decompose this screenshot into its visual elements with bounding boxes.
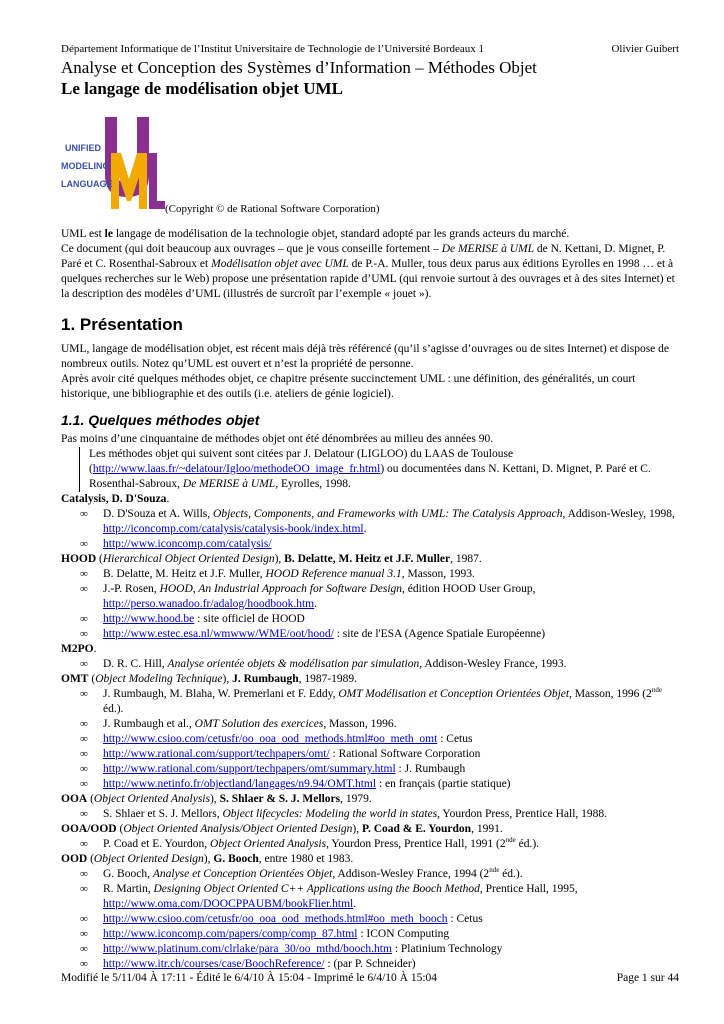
section-1-1-paragraph: Pas moins d’une cinquantaine de méthodes objet ont été dénombrées au milieu des années 90.	[61, 433, 494, 445]
catalysis-book-link[interactable]: http://iconcomp.com/catalysis/catalysis-book/index.html	[103, 523, 364, 535]
page-header	[61, 42, 679, 56]
logo-row	[61, 113, 679, 213]
hood-official-link[interactable]: http://www.hood.be	[103, 613, 195, 625]
bullet-icon: ∞	[80, 718, 88, 730]
logo-text-2: MODELING	[61, 161, 110, 171]
laas-link[interactable]: http://www.laas.fr/~delatour/Igloo/methodeOO_image_fr.html	[92, 463, 381, 475]
section-1-heading: 1. Présentation	[61, 315, 183, 334]
list-item: ∞ http://www.netinfo.fr/objectland/langages/n9.94/OMT.html : en français (partie statique)	[80, 778, 511, 790]
bullet-icon: ∞	[80, 943, 88, 955]
section-1-paragraph-2: Après avoir cité quelques méthodes objet, ce chapitre présente succinctement UML : une définition, des généralités, un court historique, une bibliographie et des outils (i.e. ateliers de génie logiciel).	[61, 373, 636, 400]
intro	[61, 227, 679, 302]
list-item	[61, 537, 679, 552]
omt-refs	[61, 687, 679, 792]
page-number: Page 1 sur 44	[616, 972, 679, 984]
method-ooa: OOA (Object Oriented Analysis), S. Shlaer & S. J. Mellors, 1979.	[61, 793, 372, 805]
list-item: ∞ J. Rumbaugh et al., OMT Solution des exercices, Masson, 1996.	[80, 718, 397, 730]
bullet-icon: ∞	[80, 688, 88, 700]
header-institution: Département Informatique de l’Institut Universitaire de Technologie de l’Université Bordeaux 1	[61, 43, 485, 55]
list-item: ∞ D. D'Souza et A. Wills, Objects, Components, and Frameworks with UML: The Catalysis Approach, Addison-Wesley, 1998, http://iconcomp.com/catalysis/catalysis-book/index.html.	[80, 508, 675, 535]
logo-text-3: LANGUAGE	[61, 179, 113, 189]
esa-hood-link[interactable]: http://www.estec.esa.nl/wmwww/WME/oot/hood/	[103, 628, 334, 640]
document-page	[61, 42, 679, 972]
bullet-icon: ∞	[80, 958, 88, 970]
list-item: ∞ http://www.rational.com/support/techpapers/omt/summary.html : J. Rumbaugh	[80, 763, 466, 775]
rational-omt-summary-link[interactable]: http://www.rational.com/support/techpapers/omt/summary.html	[103, 763, 396, 775]
page-footer	[61, 971, 679, 986]
ood-refs	[61, 867, 679, 972]
bullet-icon: ∞	[80, 583, 88, 595]
platinum-booch-link[interactable]: http://www.platinum.com/clrlake/para_30/oo_mthd/booch.htm	[103, 943, 392, 955]
intro-paragraph-1: UML est le langage de modélisation de la technologie objet, standard adopté par les grands acteurs du marché.	[61, 228, 570, 240]
bullet-icon: ∞	[80, 613, 88, 625]
header-author: Olivier Guibert	[611, 43, 679, 55]
cetus-omt-link[interactable]: http://www.csioo.com/cetusfr/oo_ooa_ood_methods.html#oo_meth_omt	[103, 733, 438, 745]
logo-text-1: UNIFIED	[65, 143, 101, 153]
course-title: Analyse et Conception des Systèmes d’Information – Méthodes Objet	[61, 58, 537, 77]
list-item: ∞ G. Booch, Analyse et Conception Orientées Objet, Addison-Wesley France, 1994 (2nde éd.).	[80, 866, 523, 880]
bullet-icon: ∞	[80, 568, 88, 580]
list-item: ∞ J.-P. Rosen, HOOD, An Industrial Approach for Software Design, édition HOOD User Group, http://perso.wanadoo.fr/adalog/hoodbook.htm.	[80, 583, 536, 610]
method-ood: OOD (Object Oriented Design), G. Booch, entre 1980 et 1983.	[61, 853, 354, 865]
bullet-icon: ∞	[80, 733, 88, 745]
method-hood: HOOD (Hierarchical Object Oriented Design), B. Delatte, M. Heitz et J.F. Muller, 1987.	[61, 553, 482, 565]
sources-quote: Les méthodes objet qui suivent sont citées par J. Delatour (LIGLOO) du LAAS de Toulouse (http://www.laas.fr/~delatour/Igloo/methodeOO_image_fr.html) ou documentées dans N. Kettani, D. Mignet, P. Paré et C. Rosenthal-Sabroux, De MERISE à UML, Eyrolles, 1998.	[79, 447, 679, 492]
netinfo-omt-link[interactable]: http://www.netinfo.fr/objectland/langages/n9.94/OMT.html	[103, 778, 377, 790]
iconcomp-booch-link[interactable]: http://www.iconcomp.com/papers/comp/comp_87.html	[103, 928, 358, 940]
section-1-paragraph-1: UML, langage de modélisation objet, est récent mais déjà très référencé (qu’il s’agisse d’ouvrages ou de sites Internet) et dispose de nombreux outils. Notez qu’UML est ouvert et n’est la propriété de personne.	[61, 343, 670, 370]
method-omt: OMT (Object Modeling Technique), J. Rumbaugh, 1987-1989.	[61, 673, 358, 685]
bullet-icon: ∞	[80, 868, 88, 880]
document-title: Le langage de modélisation objet UML	[61, 79, 343, 98]
copyright-notice: (Copyright © de Rational Software Corporation)	[165, 203, 380, 215]
bullet-icon: ∞	[80, 928, 88, 940]
intro-paragraph-2: Ce document (qui doit beaucoup aux ouvrages – que je vous conseille fortement – De MERISE à UML de N. Kettani, D. Mignet, P. Paré et C. Rosenthal-Sabroux et Modélisation objet avec UML de P.-A. Muller, tous deux parus aux éditions Eyrolles en 1998 … et à quelques recherches sur le Web) propose une présentation rapide d’UML (qui renvoie surtout à des ouvrages et à des sites Internet) et la description des modèles d’UML (illustrés de surcroît par l’exemple « jouet »).	[61, 243, 675, 300]
list-item: ∞ http://www.platinum.com/clrlake/para_30/oo_mthd/booch.htm : Platinium Technology	[80, 943, 503, 955]
list-item: ∞ B. Delatte, M. Heitz et J.F. Muller, HOOD Reference manual 3.1, Masson, 1993.	[80, 568, 475, 580]
uml-logo	[61, 113, 165, 213]
bullet-icon: ∞	[80, 778, 88, 790]
method-catalysis: Catalysis, D. D'Souza.	[61, 493, 170, 505]
cetus-booch-link[interactable]: http://www.csioo.com/cetusfr/oo_ooa_ood_methods.html#oo_meth_booch	[103, 913, 448, 925]
bullet-icon: ∞	[80, 508, 88, 520]
list-item: ∞ http://www.csioo.com/cetusfr/oo_ooa_ood_methods.html#oo_meth_omt : Cetus	[80, 733, 473, 745]
list-item: ∞ D. R. C. Hill, Analyse orientée objets & modélisation par simulation, Addison-Wesley France, 1993.	[80, 658, 567, 670]
bullet-icon: ∞	[80, 808, 88, 820]
oma-booch-link[interactable]: http://www.oma.com/DOOCPPAUBM/bookFlier.html	[103, 898, 354, 910]
bullet-icon: ∞	[80, 883, 88, 895]
ooa-refs	[61, 807, 679, 822]
bullet-icon: ∞	[80, 748, 88, 760]
bullet-icon: ∞	[80, 628, 88, 640]
m2po-refs	[61, 657, 679, 672]
section-1-1-heading: 1.1. Quelques méthodes objet	[61, 412, 260, 428]
list-item: ∞ http://www.rational.com/support/techpapers/omt/ : Rational Software Corporation	[80, 748, 481, 760]
hoodbook-link[interactable]: http://perso.wanadoo.fr/adalog/hoodbook.htm	[103, 598, 315, 610]
ooa-ood-refs	[61, 837, 679, 852]
catalysis-site-link[interactable]: http://www.iconcomp.com/catalysis/	[103, 538, 272, 550]
footer-dates: Modifié le 5/11/04 À 17:11 - Édité le 6/4/10 À 15:04 - Imprimé le 6/4/10 À 15:04	[61, 972, 438, 984]
catalysis-refs	[61, 507, 679, 552]
list-item: ∞ http://www.estec.esa.nl/wmwww/WME/oot/hood/ : site de l'ESA (Agence Spatiale Européenne)	[80, 628, 546, 640]
list-item: ∞ http://www.itr.ch/courses/case/BoochReference/ : (par P. Schneider)	[80, 958, 416, 970]
list-item: ∞ R. Martin, Designing Object Oriented C++ Applications using the Booch Method, Prentice Hall, 1995, http://www.oma.com/DOOCPPAUBM/bookFlier.html.	[80, 883, 578, 910]
bullet-icon: ∞	[80, 658, 88, 670]
method-ooa-ood: OOA/OOD (Object Oriented Analysis/Object Oriented Design), P. Coad & E. Yourdon, 1991.	[61, 823, 503, 835]
itr-booch-link[interactable]: http://www.itr.ch/courses/case/BoochReference/	[103, 958, 325, 970]
bullet-icon: ∞	[80, 538, 88, 550]
uml-logo-graphic	[61, 113, 165, 213]
rational-omt-link[interactable]: http://www.rational.com/support/techpapers/omt/	[103, 748, 330, 760]
list-item: ∞ http://www.hood.be : site officiel de HOOD	[80, 613, 305, 625]
bullet-icon: ∞	[80, 913, 88, 925]
method-m2po: M2PO.	[61, 643, 97, 655]
list-item: ∞ http://www.iconcomp.com/papers/comp/comp_87.html : ICON Computing	[80, 928, 450, 940]
list-item: ∞ http://www.csioo.com/cetusfr/oo_ooa_ood_methods.html#oo_meth_booch : Cetus	[80, 913, 483, 925]
bullet-icon: ∞	[80, 838, 88, 850]
bullet-icon: ∞	[80, 763, 88, 775]
list-item: ∞ J. Rumbaugh, M. Blaha, W. Premerlani et F. Eddy, OMT Modélisation et Conception Orientées Objet, Masson, 1996 (2nde éd.).	[80, 686, 662, 715]
hood-refs	[61, 567, 679, 642]
list-item: ∞ P. Coad et E. Yourdon, Object Oriented Analysis, Yourdon Press, Prentice Hall, 1991 (2nde éd.).	[80, 836, 540, 850]
list-item: ∞ S. Shlaer et S. J. Mellors, Object lifecycles: Modeling the world in states, Yourdon Press, Prentice Hall, 1988.	[80, 808, 608, 820]
